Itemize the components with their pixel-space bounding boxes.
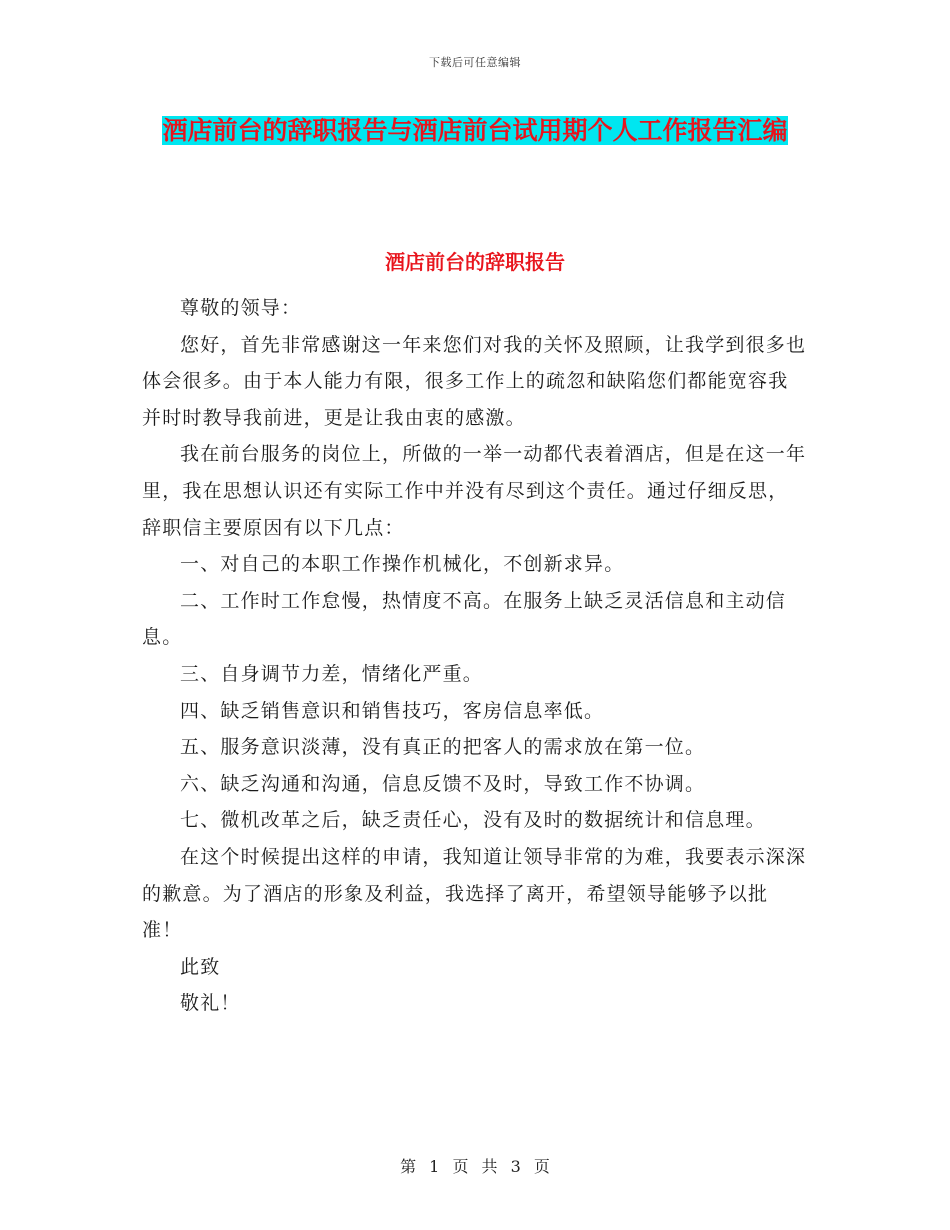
- letter-body: [142, 290, 808, 1022]
- paragraph: 在这个时候提出这样的申请，我知道让领导非常的为难，我要表示深深的歉意。为了酒店的形象及利益，我选择了离开，希望领导能够予以批准！: [142, 845, 807, 942]
- closing-line: 敬礼！: [180, 992, 241, 1015]
- closing-line: 此致: [180, 955, 221, 978]
- section-title: 酒店前台的辞职报告: [385, 250, 565, 274]
- paragraph: 我在前台服务的岗位上，所做的一举一动都代表着酒店，但是在这一年里，我在思想认识还有实际工作中并没有尽到这个责任。通过仔细反思，辞职信主要原因有以下几点：: [142, 443, 807, 539]
- list-item: 四、缺乏销售意识和销售技巧，客房信息率低。: [180, 699, 605, 722]
- paragraph: 您好，首先非常感谢这一年来您们对我的关怀及照顾，让我学到很多也体会很多。由于本人能力有限，很多工作上的疏忽和缺陷您们都能宽容我并时时教导我前进，更是让我由衷的感激。: [142, 333, 807, 429]
- list-item: 二、工作时工作怠慢，热情度不高。在服务上缺乏灵活信息和主动信息。: [142, 589, 787, 649]
- list-item: 五、服务意识淡薄，没有真正的把客人的需求放在第一位。: [180, 736, 706, 759]
- document-title: [140, 110, 810, 152]
- document-title-text: 酒店前台的辞职报告与酒店前台试用期个人工作报告汇编: [162, 116, 788, 145]
- page-footer: 第 1 页 共 3 页: [400, 1157, 550, 1176]
- header-note: 下载后可任意编辑: [429, 56, 521, 69]
- list-item: 七、微机改革之后，缺乏责任心，没有及时的数据统计和信息理。: [180, 809, 766, 832]
- list-item: 六、缺乏沟通和沟通，信息反馈不及时，导致工作不协调。: [180, 772, 706, 795]
- list-item: 一、对自己的本职工作操作机械化，不创新求异。: [180, 553, 625, 576]
- list-item: 三、自身调节力差，情绪化严重。: [180, 662, 484, 685]
- salutation: 尊敬的领导：: [180, 297, 302, 319]
